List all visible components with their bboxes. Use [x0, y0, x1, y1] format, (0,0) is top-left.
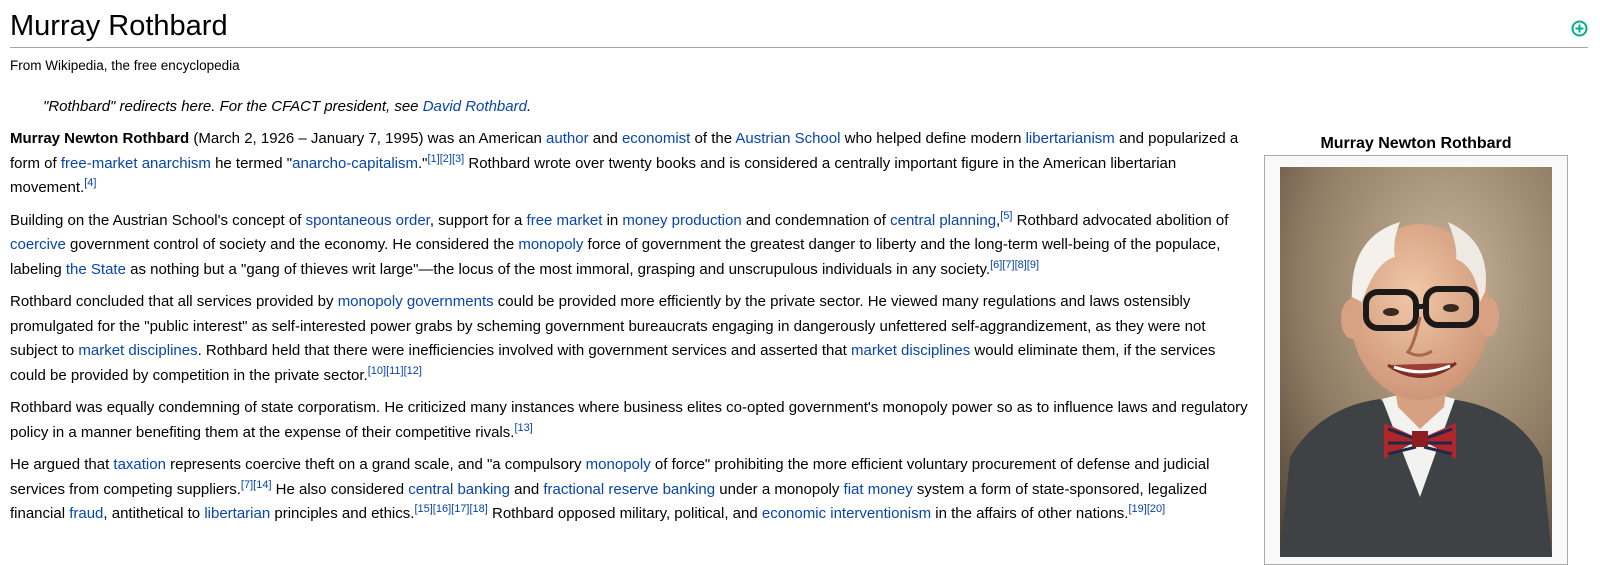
text-segment: and popularized a form of	[10, 130, 1239, 172]
article-link[interactable]: libertarianism	[1025, 130, 1115, 147]
article-link[interactable]: central planning	[890, 211, 997, 229]
text-segment: Rothbard concluded that all services provided by	[10, 293, 338, 310]
article-link[interactable]: anarcho-capitalism	[292, 154, 418, 172]
text-segment: who helped define modern	[840, 130, 1026, 147]
paragraph	[10, 209, 1254, 283]
article-link[interactable]: coercive	[10, 236, 66, 253]
text-segment: Rothbard advocated abolition of	[1012, 211, 1229, 229]
text-segment: principles and ethics.	[270, 505, 415, 522]
article-link[interactable]: taxation	[113, 456, 166, 473]
hatnote	[43, 97, 531, 117]
paragraph	[10, 453, 1254, 527]
text-segment: . Rothbard held that there were inefficiencies involved with government services and asserted that	[197, 342, 852, 359]
text-segment: , support for a	[429, 211, 527, 229]
portrait-image[interactable]	[1280, 167, 1552, 557]
text-segment: He argued that	[10, 456, 114, 473]
article-link[interactable]: money production	[622, 211, 742, 229]
text-segment: in the affairs of other nations.	[931, 505, 1129, 522]
reference-anchor[interactable]: [15][16][17][18]	[414, 503, 488, 515]
infobox-caption: Murray Newton Rothbard	[1320, 135, 1512, 152]
text-segment: represents coercive theft on a grand scale, and "a compulsory	[165, 456, 586, 473]
article-link[interactable]: Austrian School	[735, 130, 841, 147]
text-segment: He also considered	[271, 480, 409, 498]
reference-link[interactable]	[414, 503, 487, 515]
text-segment: Rothbard opposed military, political, and	[487, 505, 762, 522]
text-segment: he termed "	[210, 154, 293, 172]
reference-anchor[interactable]: [6][7][8][9]	[990, 258, 1040, 271]
paragraph	[10, 127, 1254, 201]
text-segment: force of government the greatest danger to liberty and the long-term well-being of the populace, labeling	[10, 236, 1221, 278]
text-segment: and	[509, 480, 544, 498]
reference-link[interactable]	[514, 422, 532, 434]
text-segment: would eliminate them, if the services could be provided by competition in the private sector.	[10, 342, 1216, 384]
text-segment: (March 2, 1926 – January 7, 1995) was an American	[189, 130, 547, 147]
article-link[interactable]: monopoly governments	[337, 293, 494, 310]
article-link[interactable]: economic interventionism	[761, 505, 932, 522]
paragraph	[10, 396, 1254, 445]
page-title: Murray Rothbard	[10, 6, 1588, 48]
article-link[interactable]: market disciplines	[851, 342, 971, 359]
reference-link[interactable]	[1000, 210, 1012, 222]
text-segment: ,	[996, 211, 1001, 229]
article-link[interactable]: spontaneous order	[305, 211, 430, 229]
bold-subject: Murray Newton Rothbard	[10, 130, 190, 147]
text-segment: and condemnation of	[741, 211, 891, 229]
paragraph	[10, 290, 1254, 388]
article-link[interactable]: libertarian	[204, 505, 271, 522]
add-icon[interactable]	[1571, 20, 1588, 37]
hatnote-text: "Rothbard" redirects here. For the CFACT president, see	[43, 98, 423, 115]
article-link[interactable]: central banking	[408, 480, 510, 498]
reference-link[interactable]	[84, 177, 96, 189]
article-link[interactable]: monopoly	[585, 456, 651, 473]
site-subtitle: From Wikipedia, the free encyclopedia	[10, 58, 240, 73]
reference-link[interactable]	[368, 365, 422, 377]
text-segment: Rothbard was equally condemning of state corporatism. He criticized many instances where business elites co-opted government's monopoly power so as to influence laws and regulatory policy in a manner benefiting them at the expense of their competitive rivals.	[10, 399, 1248, 441]
text-segment: Rothbard wrote over twenty books and is considered a centrally important figure in the American libertarian movement.	[10, 154, 1177, 196]
reference-anchor[interactable]: [5]	[1000, 209, 1013, 222]
reference-anchor[interactable]: [10][11][12]	[367, 364, 422, 377]
reference-link[interactable]	[241, 479, 272, 491]
article-link[interactable]: fraud	[69, 505, 104, 522]
text-segment: could be provided more efficiently by the private sector. He viewed many regulations and laws ostensibly promulgated for the "public interest" as self-interested power grabs by scheming government bureaucrats engaging in dangerously unfettered self-aggrandizement, as they were not subject to	[10, 293, 1206, 359]
article-link[interactable]: market disciplines	[78, 342, 198, 359]
reference-anchor[interactable]: [13]	[514, 421, 533, 434]
text-segment: , antithetical to	[103, 505, 205, 522]
text-segment: as nothing but a "gang of thieves writ large"—the locus of the most immoral, grasping and unscrupulous individuals in any society.	[125, 260, 991, 278]
reference-anchor[interactable]: [1][2][3]	[427, 152, 465, 165]
text-segment: and	[588, 130, 622, 147]
text-segment: Building on the Austrian School's concept of	[10, 211, 306, 229]
text-segment: of force" prohibiting the more efficient voluntary procurement of defense and judicial services from competing suppliers.	[10, 456, 1210, 498]
reference-anchor[interactable]: [19][20]	[1128, 503, 1166, 515]
reference-link[interactable]	[428, 153, 465, 165]
infobox	[1264, 155, 1568, 565]
article-link[interactable]: free market	[526, 211, 603, 229]
text-segment: government control of society and the economy. He considered the	[65, 236, 519, 253]
text-segment: ."	[418, 154, 428, 172]
text-segment: system a form of state-sponsored, legalized financial	[10, 480, 1208, 522]
article-link[interactable]: economist	[621, 130, 691, 147]
reference-anchor[interactable]: [7][14]	[240, 478, 272, 491]
text-segment: of the	[690, 130, 736, 147]
article-body	[10, 127, 1254, 535]
text-segment: under a monopoly	[715, 480, 844, 498]
article-link[interactable]: monopoly	[518, 236, 584, 253]
article-link[interactable]: fractional reserve banking	[543, 480, 716, 498]
article-link[interactable]: fiat money	[843, 480, 913, 498]
reference-anchor[interactable]: [4]	[84, 177, 97, 189]
article-link[interactable]: author	[546, 130, 589, 147]
reference-link[interactable]	[990, 259, 1039, 271]
article-link[interactable]: the State	[65, 260, 126, 278]
hatnote-link[interactable]: David Rothbard	[422, 98, 527, 115]
hatnote-end: .	[526, 98, 532, 115]
reference-link[interactable]	[1128, 503, 1165, 515]
text-segment: in	[602, 211, 623, 229]
article-link[interactable]: free-market anarchism	[60, 154, 211, 172]
